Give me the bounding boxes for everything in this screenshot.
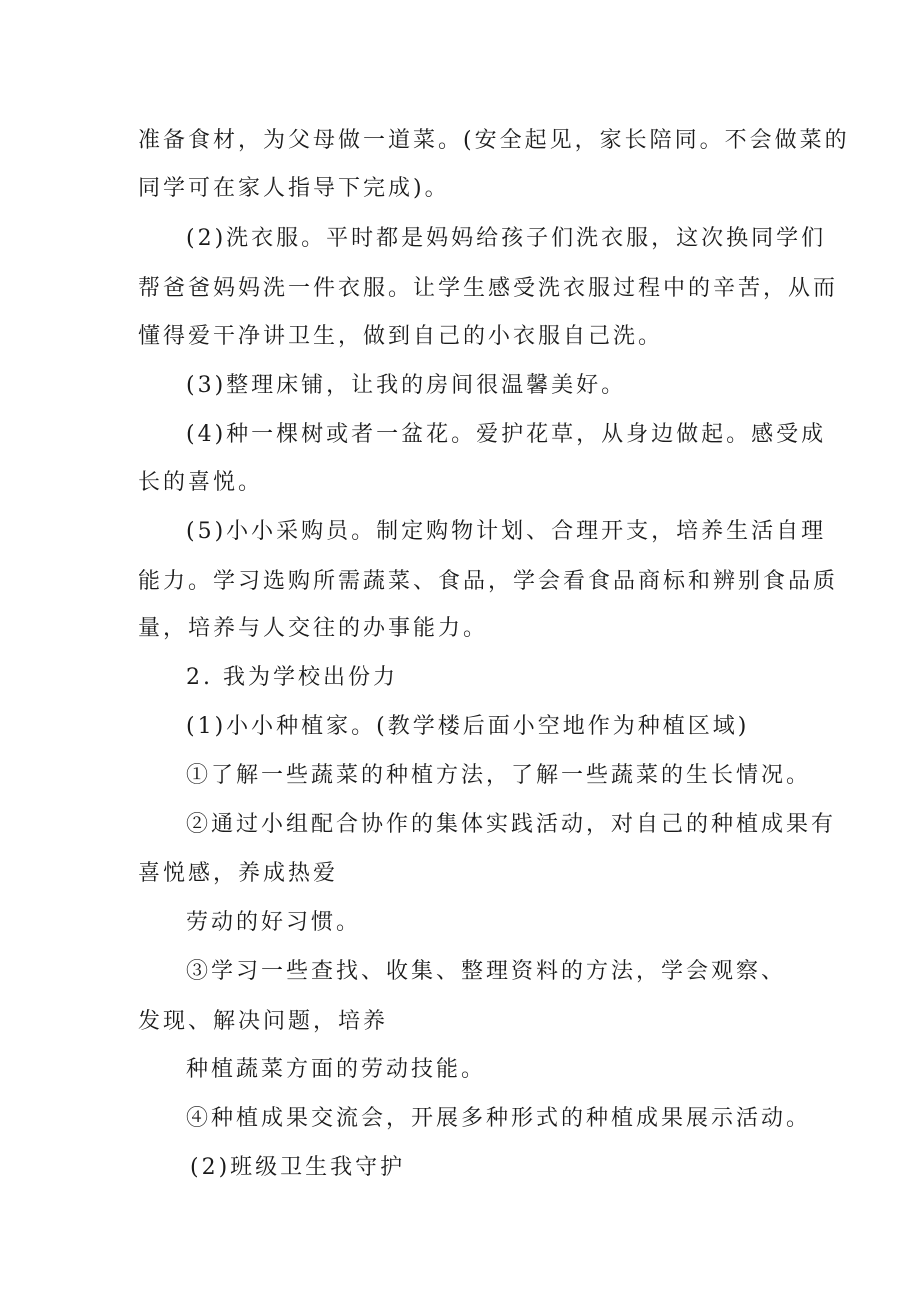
text-line: ②通过小组配合协作的集体实践活动，对自己的种植成果有 <box>186 812 837 837</box>
text-line: ①了解一些蔬菜的种植方法，了解一些蔬菜的生长情况。 <box>186 763 812 788</box>
text-line: 同学可在家人指导下完成)。 <box>138 176 450 201</box>
text-line: 种植蔬菜方面的劳动技能。 <box>186 1057 487 1082</box>
text-line: ③学习一些查找、收集、整理资料的方法，学会观察、 <box>186 959 787 984</box>
text-line: 长的喜悦。 <box>138 470 264 495</box>
section-heading: 2. 我为学校出份力 <box>186 665 398 690</box>
text-line: 帮爸爸妈妈洗一件衣服。让学生感受洗衣服过程中的辛苦，从而 <box>138 276 839 301</box>
text-line: 懂得爱干净讲卫生，做到自己的小衣服自己洗。 <box>138 324 664 349</box>
text-line: (2)班级卫生我守护 <box>190 1155 406 1180</box>
text-line: (2)洗衣服。平时都是妈妈给孩子们洗衣服，这次换同学们 <box>186 226 827 251</box>
text-line: (1)小小种植家。(教学楼后面小空地作为种植区域) <box>186 714 750 739</box>
text-line: (5)小小采购员。制定购物计划、合理开支，培养生活自理 <box>186 519 827 544</box>
text-line: 量，培养与人交往的办事能力。 <box>138 616 489 641</box>
text-line: (3)整理床铺，让我的房间很温馨美好。 <box>186 373 627 398</box>
text-line: 准备食材，为父母做一道菜。(安全起见，家长陪同。不会做菜的 <box>138 128 850 153</box>
text-line: ④种植成果交流会，开展多种形式的种植成果展示活动。 <box>186 1106 812 1131</box>
text-line: 发现、解决问题，培养 <box>138 1009 389 1034</box>
text-line: 能力。学习选购所需蔬菜、食品，学会看食品商标和辨别食品质 <box>138 569 839 594</box>
text-line: 劳动的好习惯。 <box>186 910 362 935</box>
text-line: (4)种一棵树或者一盆花。爱护花草，从身边做起。感受成 <box>186 422 827 447</box>
text-line: 喜悦感，养成热爱 <box>138 861 339 886</box>
